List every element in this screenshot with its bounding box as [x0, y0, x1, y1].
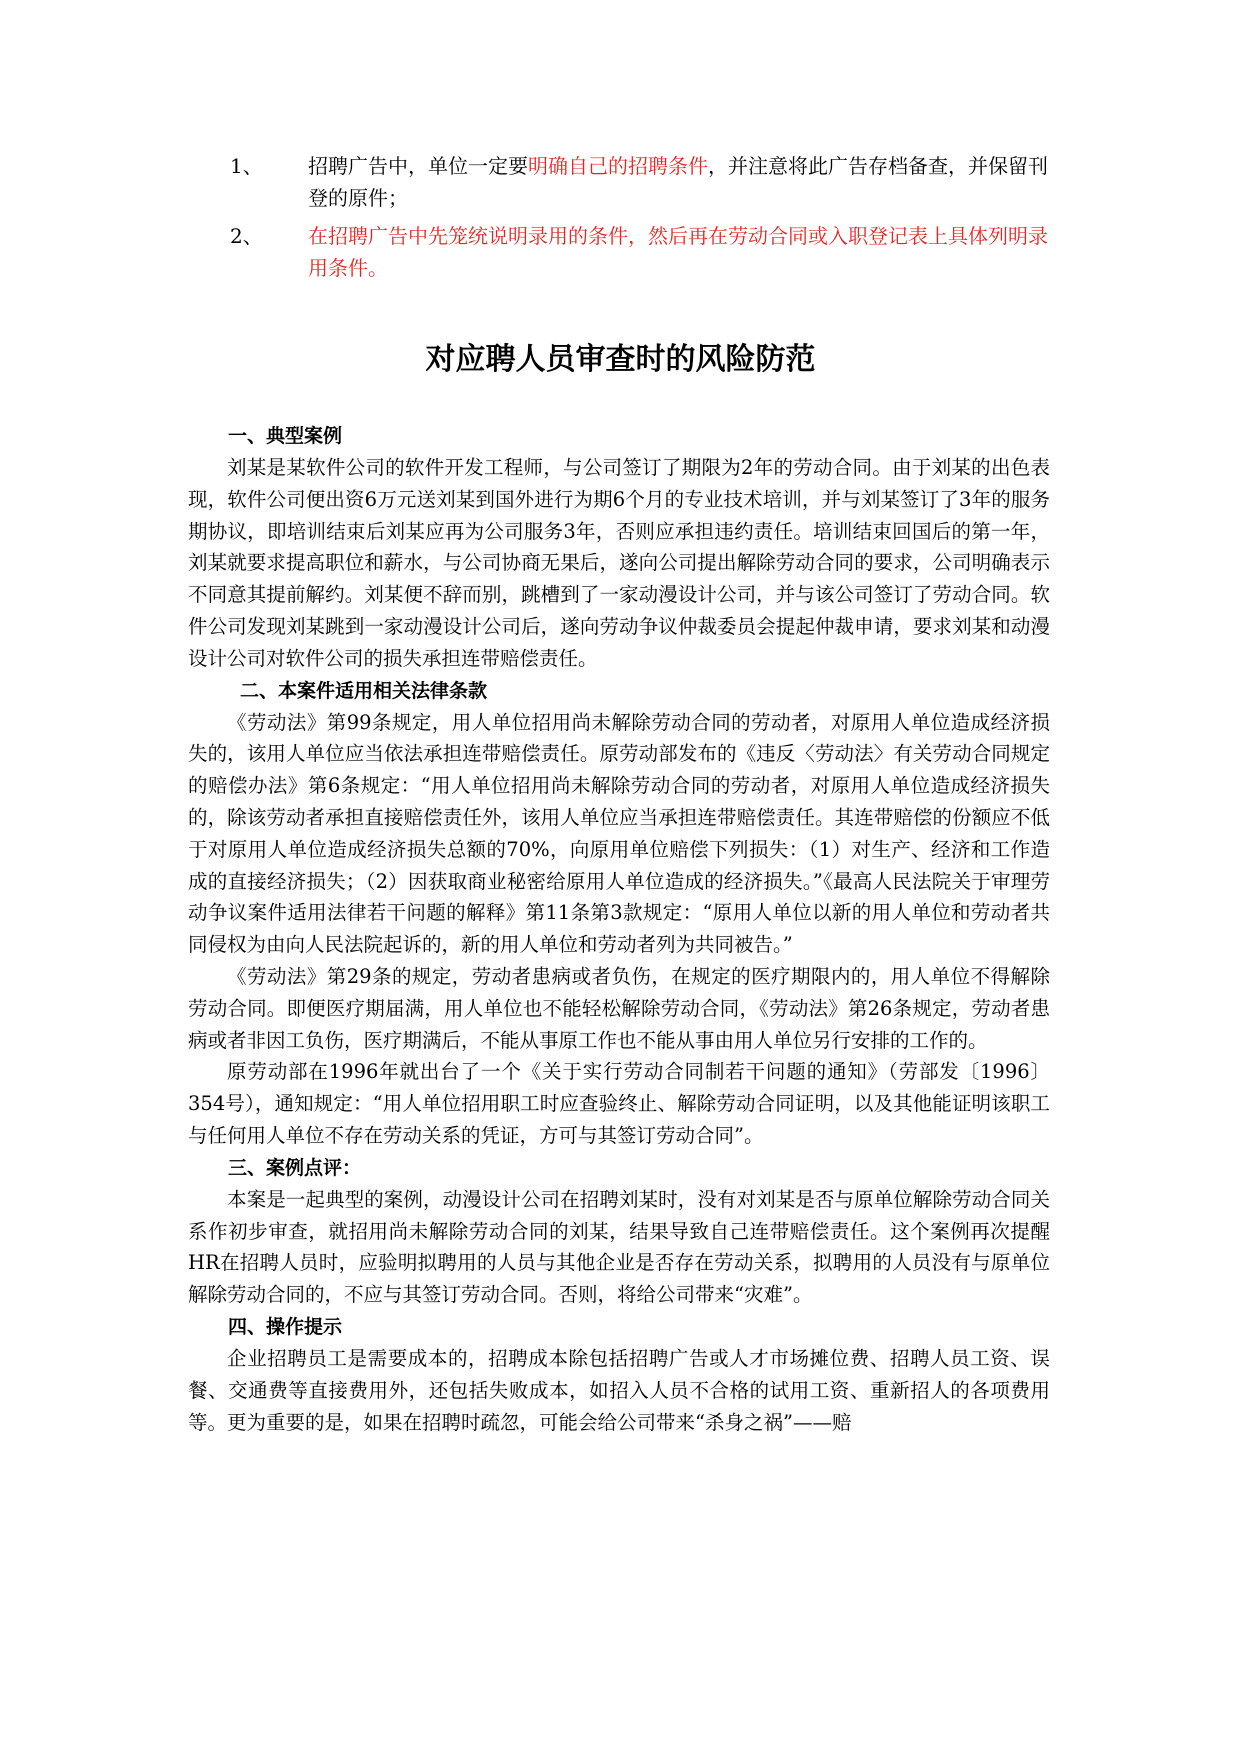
page-title: 对应聘人员审查时的风险防范 — [425, 342, 816, 377]
section-heading: 三、案例点评： — [228, 1156, 362, 1179]
highlighted-text: 在 — [308, 224, 328, 248]
section-heading: 四、操作提示 — [228, 1315, 343, 1338]
list-number: 2、 — [230, 224, 263, 248]
paragraph: 《劳动法》第99条规定，用人单位招用尚未解除劳动合同的劳动者，对原用人单位造成经济损失的，该用人单位应当依法承担连带赔偿责任。原劳动部发布的《违反〈劳动法〉有关劳动合同规定的赔偿办法》第6条规定：“用人单位招用尚未解除劳动合同的劳动者，对原用人单位造成经济损失的，除该劳动者承担直接赔偿责任外，该用人单位应当承担连带赔偿责任。其连带赔偿的份额应不低于对原用人单位造成经济损失总额的70%，向原用单位赔偿下列损失：（1）对生产、经济和工作造成的直接经济损失；（2）因获取商业秘密给原用人单位造成的经济损失。”《最高人民法院关于审理劳动争议案件适用法律若干问题的解释》第11条第3款规定：“原用人单位以新的用人单位和劳动者共同侵权为由向人民法院起诉的，新的用人单位和劳动者列为共同被告。” — [188, 710, 1050, 957]
section-heading: 二、本案件适用相关法律条款 — [240, 679, 488, 702]
paragraph: 企业招聘员工是需要成本的，招聘成本除包括招聘广告或人才市场摊位费、招聘人员工资、误餐、交通费等直接费用外，还包括失败成本，如招入人员不合格的试用工资、重新招人的各项费用等。更为重要的是，如果在招聘时疏忽，可能会给公司带来“杀身之祸”——赔 — [188, 1346, 1050, 1434]
list-item — [230, 150, 1050, 214]
list-text: 招聘广告中，单位一定要 — [308, 154, 528, 178]
paragraph: 本案是一起典型的案例，动漫设计公司在招聘刘某时，没有对刘某是否与原单位解除劳动合同关系作初步审查，就招用尚未解除劳动合同的刘某，结果导致自己连带赔偿责任。这个案例再次提醒HR在招聘人员时，应验明拟聘用的人员与其他企业是否存在劳动关系，拟聘用的人员没有与原单位解除劳动合同的，不应与其签订劳动合同。否则，将给公司带来“灾难”。 — [188, 1187, 1050, 1307]
numbered-list — [230, 150, 1050, 290]
highlighted-text: 招聘广告中先笼统说明录用的条件，然后再在劳动合同或入职登记表上具体列明录用条件。 — [308, 224, 1048, 280]
section-heading: 一、典型案例 — [228, 425, 343, 447]
paragraph: 刘某是某软件公司的软件开发工程师，与公司签订了期限为2年的劳动合同。由于刘某的出色表现，软件公司便出资6万元送刘某到国外进行为期6个月的专业技术培训，并与刘某签订了3年的服务期协议，即培训结束后刘某应再为公司服务3年，否则应承担违约责任。培训结束回国后的第一年，刘某就要求提高职位和薪水，与公司协商无果后，遂向公司提出解除劳动合同的要求，公司明确表示不同意其提前解约。刘某便不辞而别，跳槽到了一家动漫设计公司，并与该公司签订了劳动合同。软件公司发现刘某跳到一家动漫设计公司后，遂向劳动争议仲裁委员会提起仲裁申请，要求刘某和动漫设计公司对软件公司的损失承担连带赔偿责任。 — [188, 456, 1050, 670]
paragraph: 原劳动部在1996年就出台了一个《关于实行劳动合同制若干问题的通知》（劳部发〔1996〕354号），通知规定：“用人单位招用职工时应查验终止、解除劳动合同证明，以及其他能证明该职工与任何用人单位不存在劳动关系的凭证，方可与其签订劳动合同”。 — [188, 1060, 1050, 1147]
highlighted-text: 明确自己的招聘条件 — [528, 154, 708, 178]
list-item — [230, 220, 1050, 284]
paragraph: 《劳动法》第29条的规定，劳动者患病或者负伤，在规定的医疗期限内的，用人单位不得解除劳动合同。即便医疗期届满，用人单位也不能轻松解除劳动合同，《劳动法》第26条规定，劳动者患病或者非因工负伤，医疗期满后，不能从事原工作也不能从事由用人单位另行安排的工作的。 — [188, 964, 1050, 1052]
list-number: 1、 — [230, 154, 263, 178]
document-body — [188, 420, 1050, 1438]
list-text: ，并注意将此广告存档备查，并保留刊登的原件； — [308, 154, 1048, 210]
